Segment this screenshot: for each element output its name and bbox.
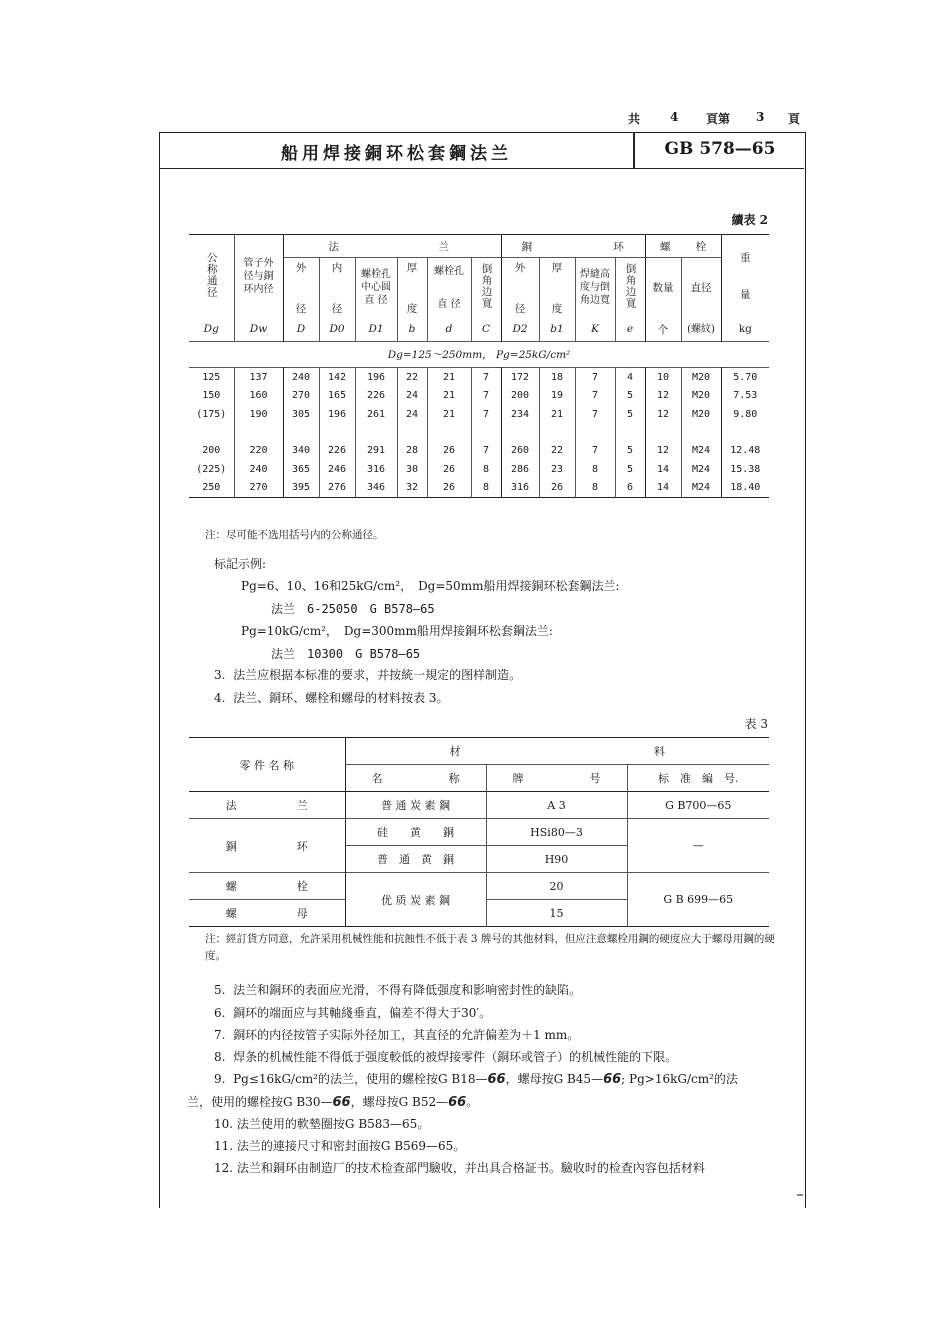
part-nut: 螺 母 (225, 907, 308, 920)
header-ring-thickness: 厚 度 (539, 258, 575, 318)
table-cell: 196 (355, 368, 397, 387)
flange-grade: A 3 (486, 792, 627, 819)
table-cell-empty (681, 424, 721, 442)
header-bolt-diameter: 直径 (681, 258, 721, 318)
table-cell: 165 (319, 387, 355, 406)
table-cell: 316 (355, 460, 397, 479)
example-line-1: Pg=6、10、16和25kG/cm²， Dg=50mm船用焊接銅环松套鋼法兰: (241, 579, 620, 593)
group-bolt: 螺 栓 (645, 235, 721, 258)
header-ring-chamfer: 倒角边寬 (615, 258, 645, 318)
table-cell: 291 (355, 442, 397, 461)
header-flange-chamfer: 倒角边寬 (471, 258, 501, 318)
header-weight: 重 量 (721, 235, 769, 318)
nut-grade: 15 (486, 900, 627, 927)
flange-dimension-table (189, 234, 769, 498)
symbol-count: 个 (645, 318, 681, 342)
table-cell: 30 (397, 460, 427, 479)
standard-code: GB 578—65 (664, 139, 776, 159)
handwritten-correction: 66 (603, 1072, 622, 1087)
table-cell: 5.70 (721, 368, 769, 387)
table-cell: 12 (645, 387, 681, 406)
table-cell: 26 (539, 479, 575, 498)
symbol-dw: Dw (234, 318, 283, 342)
clause-11: 11. 法兰的連接尺寸和密封面按G B569—65。 (214, 1139, 466, 1153)
symbol-b1: b1 (539, 318, 575, 342)
table2-note: 注：尽可能不选用括号内的公称通径。 (205, 529, 384, 541)
table-cell: 7 (575, 442, 615, 461)
table-cell: 8 (471, 460, 501, 479)
table-cell: 7 (575, 387, 615, 406)
bolt-nut-standard: G B 699—65 (627, 873, 769, 927)
table-cell: 21 (427, 405, 471, 424)
table-cell: 226 (319, 442, 355, 461)
symbol-c: C (471, 318, 501, 342)
table-cell: M20 (681, 387, 721, 406)
table-cell: 8 (471, 479, 501, 498)
table-cell: 395 (283, 479, 319, 498)
title-separator (633, 132, 635, 168)
table-cell: 250 (202, 482, 221, 494)
header-ring-od: 外 径 (501, 258, 539, 318)
example-heading: 标記示例: (214, 557, 267, 571)
table-cell: 340 (283, 442, 319, 461)
handwritten-correction: 66 (487, 1072, 506, 1087)
clause-5: 5. 法兰和銅环的表面应光滑，不得有降低强度和影响密封性的缺陷。 (214, 983, 582, 997)
table-cell-empty (319, 424, 355, 442)
ring-grade-1: HSi80—3 (486, 819, 627, 846)
header-part-name: 零 件 名 称 (189, 738, 345, 792)
page-suffix: 頁 (788, 112, 801, 126)
table-cell: 125 (202, 371, 221, 383)
page-info (628, 110, 800, 126)
bolt-nut-material: 优 质 炭 素 鋼 (345, 873, 486, 927)
clause-9-line-2: 兰，使用的螺栓按G B30—66，螺母按G B52—66。 (187, 1095, 479, 1110)
table-cell: 26 (427, 460, 471, 479)
table-cell: 5 (615, 460, 645, 479)
table-row (189, 387, 769, 406)
table-cell-empty (397, 424, 427, 442)
example-line-2: 法兰 6-25050 G B578—65 (271, 602, 435, 616)
flange-standard: G B700—65 (627, 792, 769, 819)
symbol-dg: Dg (203, 323, 219, 336)
condition-row: Dg=125～250mm， Pg=25kG/cm² (387, 349, 571, 361)
symbol-b: b (397, 318, 427, 342)
symbol-d-hole: d (427, 318, 471, 342)
table-cell: 24 (397, 405, 427, 424)
table-cell: 18.40 (721, 479, 769, 498)
header-flange-thickness: 厚 度 (397, 258, 427, 318)
ring-material-2: 普 通 黄 銅 (345, 846, 486, 873)
header-material-grade: 牌 号 (486, 765, 627, 792)
table-cell: 196 (319, 405, 355, 424)
handwritten-correction: 66 (448, 1095, 467, 1110)
table-cell: 22 (539, 442, 575, 461)
page-current: 3 (756, 110, 765, 124)
table-cell: 240 (234, 460, 283, 479)
table-cell: 365 (283, 460, 319, 479)
clause-9-line-1: 9. Pg≤16kG/cm²的法兰，使用的螺栓按G B18—66，螺母按G B45—66; Pg>16kG/cm²的法 (214, 1072, 738, 1087)
ring-grade-2: H90 (486, 846, 627, 873)
header-bolt-hole: 螺栓孔 直 径 (427, 258, 471, 318)
table-cell: 142 (319, 368, 355, 387)
table-cell: 32 (397, 479, 427, 498)
material-table (189, 737, 769, 927)
table-cell: 190 (234, 405, 283, 424)
table-cell: M24 (681, 442, 721, 461)
table-cell: M24 (681, 460, 721, 479)
table-cell: 8 (575, 460, 615, 479)
table-cell: 305 (283, 405, 319, 424)
header-bolt-circle: 螺栓孔 中心圆 直 径 (355, 258, 397, 318)
table-cell: 270 (283, 387, 319, 406)
table-cell: 26 (427, 442, 471, 461)
symbol-d0: D0 (319, 318, 355, 342)
header-flange-od: 外 径 (283, 258, 319, 318)
bolt-grade: 20 (486, 873, 627, 900)
clause-10: 10. 法兰使用的軟墊圈按G B583—65。 (214, 1117, 430, 1131)
table-cell: 220 (234, 442, 283, 461)
table-cell: 21 (539, 405, 575, 424)
table-cell: (225) (196, 463, 227, 475)
clause-7: 7. 銅环的内径按管子实际外径加工，其直径的允許偏差为＋1 mm。 (214, 1028, 580, 1042)
table-cell: 8 (575, 479, 615, 498)
table-cell: 286 (501, 460, 539, 479)
table-cell: 7 (471, 368, 501, 387)
handwritten-correction: 66 (332, 1095, 351, 1110)
symbol-e: e (615, 318, 645, 342)
table-cell-empty (234, 424, 283, 442)
table-cell-empty (645, 424, 681, 442)
table-cell-empty (539, 424, 575, 442)
table-cell: 5 (615, 387, 645, 406)
table-cell-empty (575, 424, 615, 442)
part-bolt: 螺 栓 (225, 880, 308, 893)
table-cell: 19 (539, 387, 575, 406)
table-cell: 26 (427, 479, 471, 498)
table-cell: 7 (471, 442, 501, 461)
symbol-thread: (螺紋) (681, 318, 721, 342)
table-cell: 261 (355, 405, 397, 424)
table-cell: 160 (234, 387, 283, 406)
table-cell: 23 (539, 460, 575, 479)
page-current-label: 頁第 (706, 112, 731, 126)
clause-6: 6. 銅环的端面应与其軸綫垂直，偏差不得大于30′。 (214, 1006, 492, 1020)
table-cell: M24 (681, 479, 721, 498)
header-material-standard: 标 准 編 号. (627, 765, 769, 792)
table-cell: 10 (645, 368, 681, 387)
table-cell: 12.48 (721, 442, 769, 461)
table-cell: 172 (501, 368, 539, 387)
table-cell: 200 (202, 445, 221, 457)
symbol-d2: D2 (501, 318, 539, 342)
table-cell: 7 (575, 368, 615, 387)
part-ring: 銅 环 (225, 839, 308, 853)
symbol-d: D (283, 318, 319, 342)
table-cell-empty (189, 424, 234, 442)
table-cell: 260 (501, 442, 539, 461)
table-cell: 7.53 (721, 387, 769, 406)
ring-material-1: 硅 黄 銅 (345, 819, 486, 846)
table-cell: 18 (539, 368, 575, 387)
continued-table-label: 續表 2 (731, 213, 768, 227)
table-cell: 12 (645, 442, 681, 461)
table-cell: M20 (681, 368, 721, 387)
header-nominal-size: 公称通径 (189, 235, 234, 318)
clause-12: 12. 法兰和銅环由制造厂的技术检查部門驗收，并出具合格証书。驗收时的检查內容包括材料 (214, 1161, 705, 1175)
symbol-kg: kg (721, 318, 769, 342)
clause-3: 3. 法兰应根据本标准的要求，并按統一規定的图样制造。 (214, 668, 522, 682)
table-cell: 12 (645, 405, 681, 424)
table3-label: 表 3 (744, 717, 768, 731)
table-cell: 5 (615, 442, 645, 461)
header-material-name: 名 称 (345, 765, 486, 792)
table-cell: (175) (196, 408, 227, 420)
table-cell-empty (355, 424, 397, 442)
table-cell: 6 (615, 479, 645, 498)
group-ring: 銅 环 (501, 235, 645, 258)
table-cell: 276 (319, 479, 355, 498)
document-title: 船用焊接銅环松套鋼法兰 (281, 144, 512, 164)
table-cell: 4 (615, 368, 645, 387)
page-total-label: 共 (628, 112, 641, 126)
table-cell-empty (615, 424, 645, 442)
scan-mark (797, 1194, 803, 1196)
table-cell: 9.80 (721, 405, 769, 424)
table-cell-empty (471, 424, 501, 442)
table-row (189, 368, 769, 387)
table-cell: 137 (234, 368, 283, 387)
example-line-3: Pg=10kG/cm²， Dg=300mm船用焊接銅环松套鋼法兰: (241, 624, 553, 638)
table-cell: 316 (501, 479, 539, 498)
part-flange: 法 兰 (225, 799, 308, 812)
table-row (189, 479, 769, 498)
table-row (189, 460, 769, 479)
header-pipe-od: 管子外 径与銅 环内径 (234, 235, 283, 318)
table3-note: 注：經訂貨方同意，允許采用机械性能和抗蝕性不低于表 3 牌号的其他材料，但应注意螺栓用鋼的硬度应大于螺母用鋼的硬度。 (205, 933, 775, 962)
flange-material: 普 通 炭 素 鋼 (345, 792, 486, 819)
example-line-4: 法兰 10300 G B578—65 (271, 647, 421, 661)
table-cell: 15.38 (721, 460, 769, 479)
clause-8: 8. 焊条的机械性能不得低于强度較低的被焊接零件（銅环或管子）的机械性能的下限。 (214, 1050, 678, 1064)
table-cell: 200 (501, 387, 539, 406)
table-cell: 28 (397, 442, 427, 461)
table-cell-empty (427, 424, 471, 442)
table-cell: 346 (355, 479, 397, 498)
table-cell: 246 (319, 460, 355, 479)
table-cell-empty (721, 424, 769, 442)
table-cell: 5 (615, 405, 645, 424)
flange-dimension-rows (189, 368, 769, 498)
table-cell: 7 (471, 387, 501, 406)
symbol-k: K (575, 318, 615, 342)
group-flange: 法 兰 (283, 235, 501, 258)
table-cell: 21 (427, 368, 471, 387)
table-cell: M20 (681, 405, 721, 424)
symbol-d1: D1 (355, 318, 397, 342)
header-weld-height: 焊縫高 度与倒 角边寬 (575, 258, 615, 318)
clause-4: 4. 法兰、銅环、螺栓和螺母的材料按表 3。 (214, 691, 449, 705)
ring-standard: — (627, 819, 769, 873)
table-cell-empty (283, 424, 319, 442)
table-row-gap (189, 424, 769, 442)
table-cell: 234 (501, 405, 539, 424)
table-row (189, 442, 769, 461)
header-material: 材 料 (345, 738, 769, 765)
table-cell: 24 (397, 387, 427, 406)
table-cell: 21 (427, 387, 471, 406)
table-cell: 240 (283, 368, 319, 387)
table-cell: 7 (471, 405, 501, 424)
page-total: 4 (670, 110, 679, 124)
table-cell: 7 (575, 405, 615, 424)
table-cell: 270 (234, 479, 283, 498)
table-cell-empty (501, 424, 539, 442)
header-bolt-count: 数量 (645, 258, 681, 318)
table-row (189, 405, 769, 424)
table-cell: 226 (355, 387, 397, 406)
header-flange-id: 内 径 (319, 258, 355, 318)
table-cell: 22 (397, 368, 427, 387)
table-cell: 14 (645, 460, 681, 479)
table-cell: 14 (645, 479, 681, 498)
table-cell: 150 (202, 390, 221, 402)
